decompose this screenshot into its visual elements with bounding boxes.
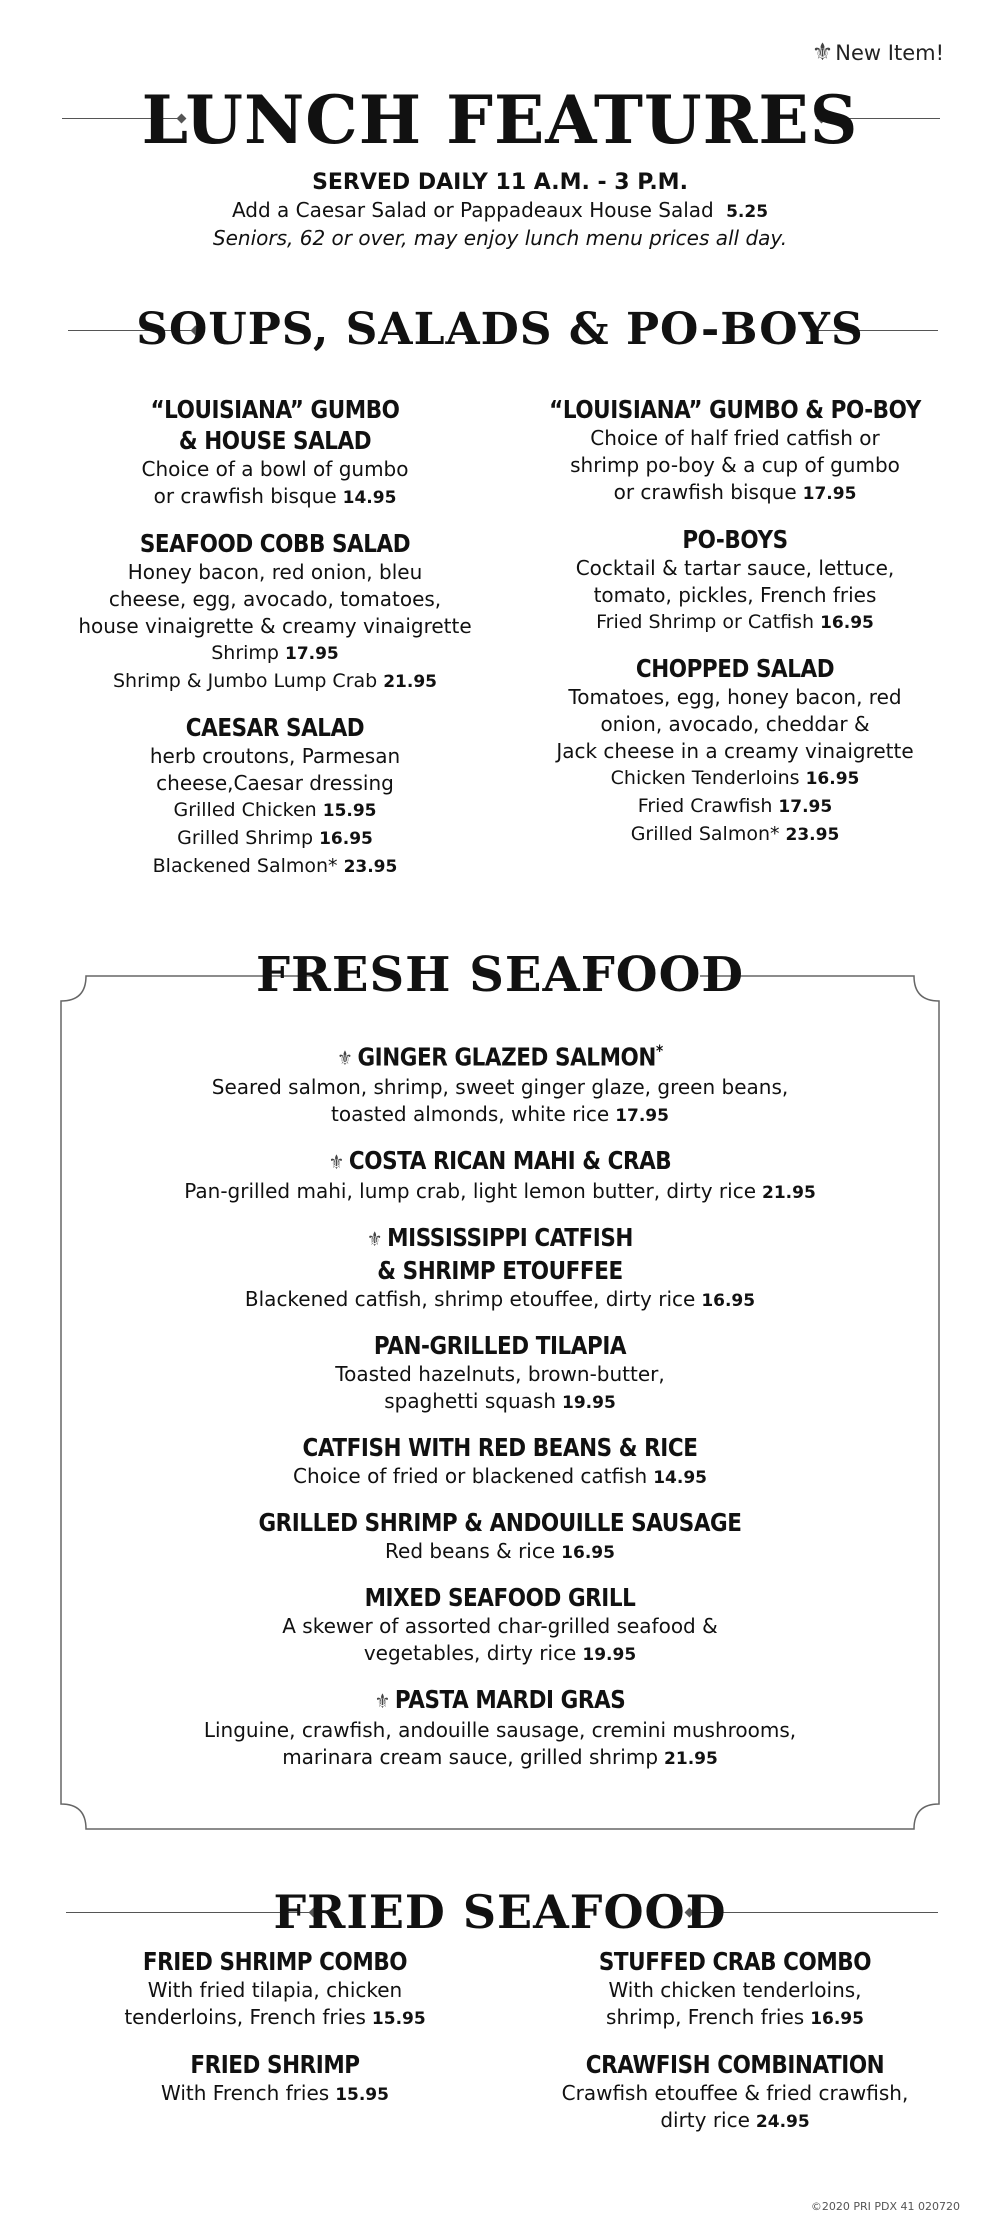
item-description-text: or crawfish bisque: [613, 480, 797, 504]
served-hours: SERVED DAILY 11 A.M. - 3 P.M.: [312, 170, 688, 195]
seafood-list: [60, 1035, 940, 1788]
item-name-text: COSTA RICAN MAHI & CRAB: [348, 1146, 672, 1176]
item-name-text: CRAWFISH COMBINATION: [585, 2050, 885, 2079]
item-description: [60, 1640, 940, 1669]
item-name-marker: *: [655, 1041, 663, 1060]
item-option-price: 16.95: [319, 829, 373, 849]
section-title-soups: SOUPS, SALADS & PO-BOYS: [136, 304, 864, 355]
soups-left-column: [50, 394, 500, 897]
item-name: [122, 1035, 879, 1074]
item-option-label: Fried Crawfish: [637, 795, 773, 817]
item-name-text: PASTA MARDI GRAS: [394, 1685, 626, 1715]
item-price: 17.95: [615, 1106, 669, 1127]
menu-item: [60, 1507, 940, 1567]
item-name: [542, 653, 929, 684]
soups-right-column: [510, 394, 960, 865]
item-option: [510, 821, 960, 849]
item-name: [122, 1507, 879, 1538]
page-title: LUNCH FEATURES: [141, 81, 859, 159]
item-description: With chicken tenderloins,: [608, 1978, 862, 2002]
menu-item: [40, 1946, 510, 2033]
item-option-label: Grilled Chicken: [173, 799, 317, 821]
item-description: [60, 1178, 940, 1207]
item-description: cheese,Caesar dressing: [156, 771, 394, 795]
item-name-line2: & HOUSE SALAD: [178, 426, 372, 455]
item-option-label: Chicken Tenderloins: [610, 767, 800, 789]
item-description-text: Blackened catfish, shrimp etouffee, dirty rice: [244, 1287, 696, 1312]
fleur-de-lis-icon: ⚜: [337, 1046, 353, 1071]
item-description: Linguine, crawfish, andouille sausage, cremini mushrooms,: [203, 1718, 797, 1743]
item-description-text: spaghetti squash: [384, 1389, 556, 1414]
addon-price: 5.25: [726, 202, 769, 222]
item-price: 16.95: [701, 1291, 756, 1312]
item-option: [50, 797, 500, 825]
item-name: [82, 394, 469, 425]
menu-item: [40, 2049, 510, 2109]
item-description: shrimp po-boy & a cup of gumbo: [570, 453, 900, 477]
item-name-text: GRILLED SHRIMP & ANDOUILLE SAUSAGE: [258, 1508, 742, 1538]
item-option: [510, 609, 960, 637]
menu-item: [50, 712, 500, 881]
item-description-text: toasted almonds, white rice: [331, 1102, 610, 1127]
item-description: tomato, pickles, French fries: [593, 583, 877, 607]
fleur-de-lis-icon: ⚜: [367, 1227, 383, 1252]
item-description: [510, 479, 960, 508]
item-option-price: 16.95: [805, 769, 860, 789]
item-price: 19.95: [562, 1393, 616, 1414]
item-description: Jack cheese in a creamy vinaigrette: [556, 739, 914, 763]
item-price: 24.95: [755, 2112, 810, 2132]
item-description-text: or crawfish bisque: [153, 484, 337, 508]
item-name-text: GINGER GLAZED SALMON: [357, 1042, 656, 1072]
item-option-label: Shrimp & Jumbo Lump Crab: [113, 670, 378, 692]
item-price: 21.95: [762, 1183, 816, 1204]
item-name: [533, 2049, 937, 2080]
item-description: Toasted hazelnuts, brown-butter,: [335, 1362, 665, 1387]
item-name: [542, 394, 929, 425]
item-name: [122, 1145, 879, 1178]
item-option-price: 23.95: [343, 857, 398, 877]
item-description: [60, 1744, 940, 1773]
item-description: Seared salmon, shrimp, sweet ginger glaze, green beans,: [211, 1075, 789, 1100]
item-name-text: PO-BOYS: [682, 525, 788, 554]
menu-item: [510, 394, 960, 508]
item-price: 16.95: [561, 1543, 615, 1564]
item-option: [50, 825, 500, 853]
item-description: [40, 2080, 510, 2109]
item-option-price: 17.95: [778, 797, 833, 817]
menu-item: [500, 2049, 970, 2136]
item-option-label: Grilled Salmon*: [630, 823, 780, 845]
item-name: [122, 1684, 879, 1717]
item-description-text: tenderloins, French fries: [124, 2005, 366, 2029]
item-description: [60, 1463, 940, 1492]
item-name-line2: & SHRIMP ETOUFFEE: [377, 1256, 623, 1286]
fleur-de-lis-icon: ⚜: [374, 1689, 390, 1714]
item-name: [122, 1222, 879, 1255]
item-description: onion, avocado, cheddar &: [600, 712, 870, 736]
menu-item: [60, 1330, 940, 1417]
item-option-price: 15.95: [322, 801, 377, 821]
menu-item: [60, 1145, 940, 1207]
item-option: [510, 765, 960, 793]
item-description: [500, 2107, 970, 2136]
menu-item: [50, 394, 500, 512]
item-option-price: 21.95: [383, 672, 437, 692]
item-name-text: CHOPPED SALAD: [635, 654, 835, 683]
item-option: [50, 640, 500, 668]
menu-item: [60, 1222, 940, 1315]
item-price: 15.95: [335, 2085, 389, 2105]
item-option-price: 23.95: [785, 825, 840, 845]
item-name-text: FRIED SHRIMP: [190, 2050, 360, 2079]
item-price: 21.95: [664, 1749, 718, 1770]
item-description-text: marinara cream sauce, grilled shrimp: [282, 1745, 659, 1770]
menu-item: [60, 1582, 940, 1669]
item-name: [533, 1946, 937, 1977]
item-option-label: Fried Shrimp or Catfish: [596, 611, 815, 633]
section-title-seafood: FRESH SEAFOOD: [255, 947, 745, 1003]
item-description: Tomatoes, egg, honey bacon, red: [568, 685, 902, 709]
item-name-text: CATFISH WITH RED BEANS & RICE: [302, 1433, 698, 1463]
item-price: 14.95: [653, 1468, 707, 1489]
item-name: [122, 1582, 879, 1613]
item-description-text: dirty rice: [660, 2108, 750, 2132]
item-option: [50, 853, 500, 881]
item-name-text: MISSISSIPPI CATFISH: [387, 1223, 633, 1253]
item-name: [73, 1946, 477, 1977]
item-name: [82, 528, 469, 559]
item-option: [50, 668, 500, 696]
menu-item: [60, 1432, 940, 1492]
item-description-text: Choice of fried or blackened catfish: [293, 1464, 648, 1489]
item-description: [60, 1538, 940, 1567]
item-description: [60, 1286, 940, 1315]
item-description: [60, 1388, 940, 1417]
item-price: 16.95: [810, 2009, 864, 2029]
item-description: Honey bacon, red onion, bleu: [127, 560, 423, 584]
menu-item: [60, 1684, 940, 1773]
new-item-label: New Item!: [835, 41, 944, 65]
menu-item: [500, 1946, 970, 2033]
item-description-text: Red beans & rice: [385, 1539, 556, 1564]
item-option-label: Grilled Shrimp: [177, 827, 314, 849]
item-name: [82, 712, 469, 743]
item-name-text: “LOUISIANA” GUMBO: [150, 395, 400, 424]
item-option-label: Blackened Salmon*: [152, 855, 338, 877]
item-description: A skewer of assorted char-grilled seafood &: [282, 1614, 718, 1639]
item-description: [50, 483, 500, 512]
item-name-text: CAESAR SALAD: [185, 713, 365, 742]
fried-left-column: [40, 1946, 510, 2125]
item-description: [60, 1101, 940, 1130]
item-description-text: shrimp, French fries: [606, 2005, 805, 2029]
item-name: [122, 1330, 879, 1361]
item-description-text: vegetables, dirty rice: [363, 1641, 577, 1666]
menu-item: [50, 528, 500, 696]
item-description: herb croutons, Parmesan: [149, 744, 401, 768]
item-description: Cocktail & tartar sauce, lettuce,: [575, 556, 895, 580]
item-option-label: Shrimp: [211, 642, 279, 664]
menu-item: [60, 1035, 940, 1130]
item-name-text: MIXED SEAFOOD GRILL: [364, 1583, 636, 1613]
item-name-text: “LOUISIANA” GUMBO & PO-BOY: [549, 395, 921, 424]
item-name: [122, 1432, 879, 1463]
item-name-text: FRIED SHRIMP COMBO: [142, 1947, 408, 1976]
menu-item: [510, 524, 960, 637]
item-name-text: PAN-GRILLED TILAPIA: [373, 1331, 627, 1361]
item-description: Choice of a bowl of gumbo: [141, 457, 409, 481]
item-description: cheese, egg, avocado, tomatoes,: [108, 587, 442, 611]
item-price: 19.95: [582, 1645, 637, 1666]
addon-text: Add a Caesar Salad or Pappadeaux House Salad: [231, 198, 714, 222]
fleur-de-lis-icon: ⚜: [811, 38, 834, 66]
item-price: 14.95: [342, 488, 397, 508]
section-title-fried: FRIED SEAFOOD: [273, 1885, 727, 1939]
item-description-text: Pan-grilled mahi, lump crab, light lemon butter, dirty rice: [184, 1179, 756, 1204]
item-option: [510, 793, 960, 821]
item-price: 15.95: [371, 2009, 426, 2029]
item-name-text: SEAFOOD COBB SALAD: [139, 529, 411, 558]
item-name: [542, 524, 929, 555]
item-price: 17.95: [802, 484, 857, 504]
footer-code: ©2020 PRI PDX 41 020720: [810, 2200, 960, 2213]
item-name: [73, 2049, 477, 2080]
seniors-note: Seniors, 62 or over, may enjoy lunch menu prices all day.: [212, 226, 788, 250]
item-option-price: 16.95: [820, 613, 874, 633]
item-description: With fried tilapia, chicken: [147, 1978, 403, 2002]
fried-right-column: [500, 1946, 970, 2152]
item-name-text: STUFFED CRAB COMBO: [598, 1947, 872, 1976]
new-item-legend: [812, 38, 944, 66]
item-description-text: With French fries: [161, 2081, 330, 2105]
menu-item: [510, 653, 960, 849]
item-description: Crawfish etouffee & fried crawfish,: [561, 2081, 909, 2105]
item-description: house vinaigrette & creamy vinaigrette: [78, 614, 472, 638]
item-description: [500, 2004, 970, 2033]
item-description: [40, 2004, 510, 2033]
addon-note: [0, 198, 1000, 222]
fleur-de-lis-icon: ⚜: [328, 1150, 344, 1175]
item-description: Choice of half fried catfish or: [590, 426, 880, 450]
item-option-price: 17.95: [284, 644, 339, 664]
